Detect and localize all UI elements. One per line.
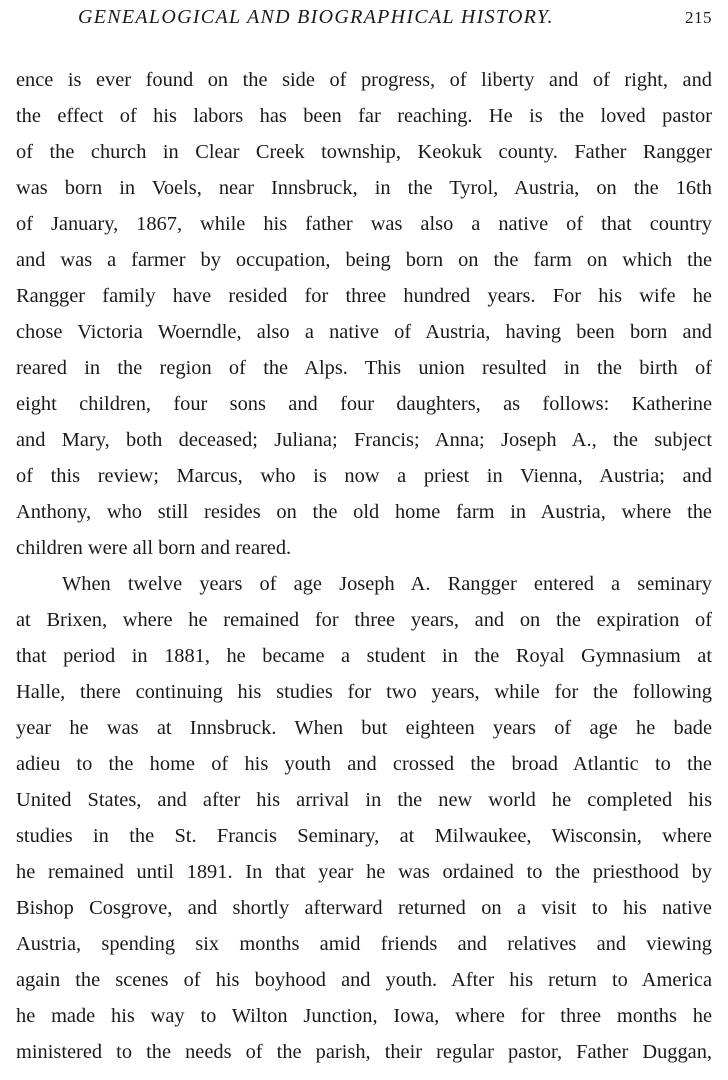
text-line: Rangger family have resided for three hundred years. For his wife he bbox=[16, 285, 712, 307]
text-line: the effect of his labors has been far reaching. He is the loved pastor bbox=[16, 105, 712, 127]
text-line: eight children, four sons and four daughters, as follows: Katherine bbox=[16, 393, 712, 415]
text-line: When twelve years of age Joseph A. Rangger entered a seminary bbox=[62, 573, 712, 595]
text-line: Anthony, who still resides on the old home farm in Austria, where the bbox=[16, 501, 712, 523]
text-line: of this review; Marcus, who is now a priest in Vienna, Austria; and bbox=[16, 465, 712, 487]
text-line: children were all born and reared. bbox=[16, 537, 292, 559]
text-line: of January, 1867, while his father was also a native of that country bbox=[16, 213, 712, 235]
text-line: reared in the region of the Alps. This union resulted in the birth of bbox=[16, 357, 712, 379]
text-line: he remained until 1891. In that year he was ordained to the priesthood by bbox=[16, 861, 712, 883]
text-line: adieu to the home of his youth and crossed the broad Atlantic to the bbox=[16, 753, 712, 775]
text-line: at Brixen, where he remained for three years, and on the expiration of bbox=[16, 609, 712, 631]
paragraph-2 bbox=[16, 566, 712, 1070]
text-line: studies in the St. Francis Seminary, at Milwaukee, Wisconsin, where bbox=[16, 825, 712, 847]
text-line: he made his way to Wilton Junction, Iowa, where for three months he bbox=[16, 1005, 712, 1027]
text-line: Halle, there continuing his studies for two years, while for the following bbox=[16, 681, 712, 703]
text-line: and was a farmer by occupation, being born on the farm on which the bbox=[16, 249, 712, 271]
text-line: year he was at Innsbruck. When but eighteen years of age he bade bbox=[16, 717, 712, 739]
running-head bbox=[0, 6, 728, 34]
text-line: ministered to the needs of the parish, their regular pastor, Father Duggan, bbox=[16, 1041, 712, 1063]
text-line: ence is ever found on the side of progress, of liberty and of right, and bbox=[16, 69, 712, 91]
text-line: United States, and after his arrival in the new world he completed his bbox=[16, 789, 712, 811]
body-text bbox=[16, 62, 712, 1070]
text-line: again the scenes of his boyhood and youth. After his return to America bbox=[16, 969, 712, 991]
running-title: GENEALOGICAL AND BIOGRAPHICAL HISTORY. bbox=[78, 6, 554, 28]
text-line: chose Victoria Woerndle, also a native of Austria, having been born and bbox=[16, 321, 712, 343]
text-line: and Mary, both deceased; Juliana; Francis; Anna; Joseph A., the subject bbox=[16, 429, 712, 451]
text-line: Austria, spending six months amid friends and relatives and viewing bbox=[16, 933, 712, 955]
text-line: was born in Voels, near Innsbruck, in the Tyrol, Austria, on the 16th bbox=[16, 177, 712, 199]
paragraph-1 bbox=[16, 62, 712, 566]
text-line: that period in 1881, he became a student in the Royal Gymnasium at bbox=[16, 645, 712, 667]
page-number: 215 bbox=[685, 8, 712, 27]
text-line: of the church in Clear Creek township, Keokuk county. Father Rangger bbox=[16, 141, 712, 163]
text-line: Bishop Cosgrove, and shortly afterward returned on a visit to his native bbox=[16, 897, 712, 919]
